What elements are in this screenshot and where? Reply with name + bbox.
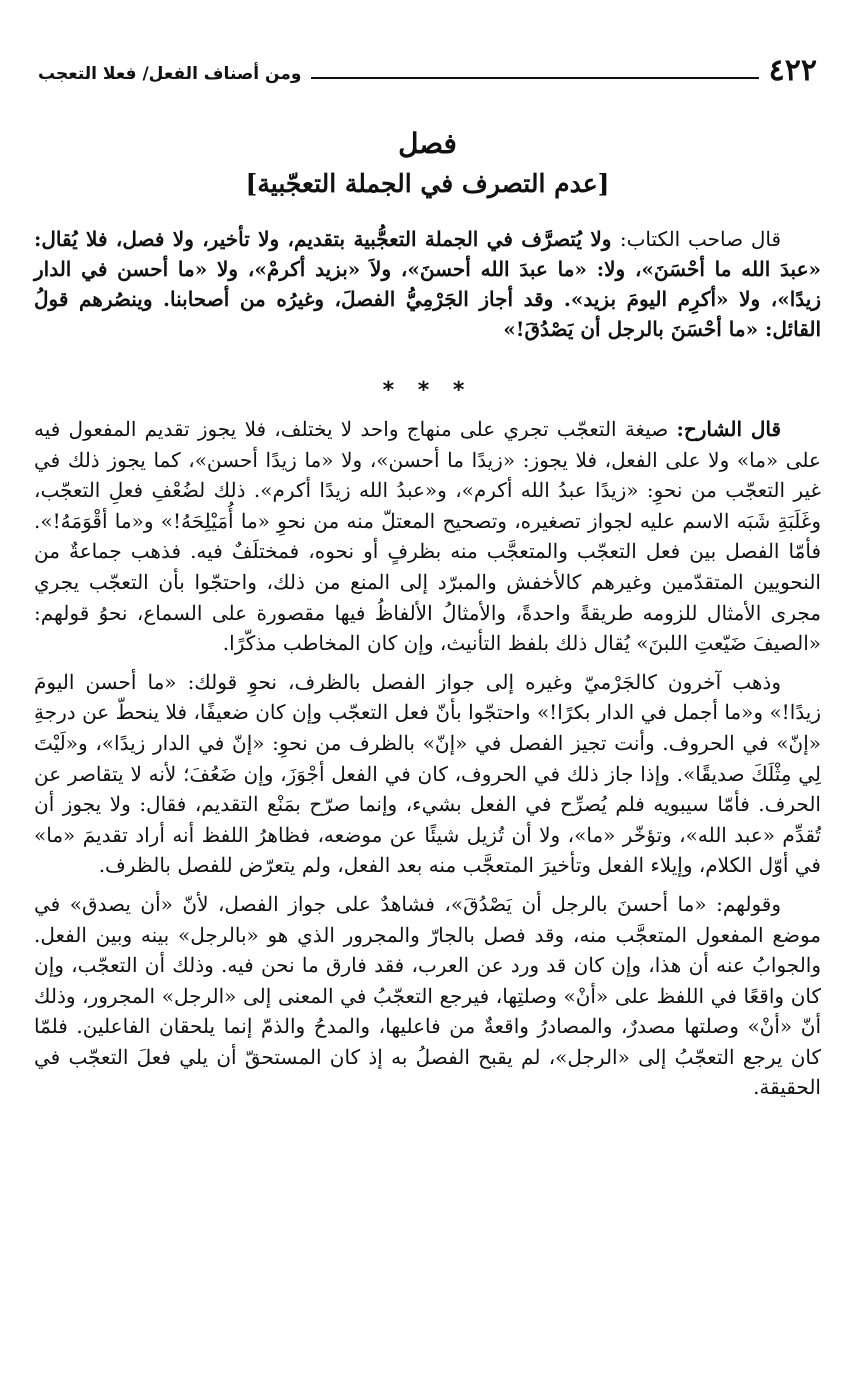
commentary-paragraph: وقولهم: «ما أحسنَ بالرجل أن يَصْدُقَ»، فشاهدٌ على جواز الفصل، لأنّ «أن يصدق» في موضع المفعول المتعجَّب منه، وقد فصل بالجارّ والمجرور الذي هو «بالرجل» بينه وبين الفعل. والجوابُ عنه أن هذا، وإن كان قد ورد عن العرب، فقد فارق ما نحن فيه. وذلك أن التعجّب، وإن كان واقعًا في اللفظ على «أنْ» وصلتِها، فيرجع التعجّبُ في المعنى إلى «الرجل» المجرور، وذلك أنّ «أنْ» وصلتها مصدرٌ، والمصادرُ واقعةٌ من فاعليها، والمدحُ والذمّ إنما يلحقان الفاعلين. فلمّا كان يرجع التعجّبُ إلى «الرجل»، لم يقبح الفصلُ به إذ كان المستحقّ أن يلي فعلَ التعجّب في الحقيقة.	[34, 891, 821, 1100]
asterisk-separator: * * *	[382, 378, 473, 403]
commentary-text: صيغة التعجّب تجري على منهاج واحد لا يختلف، فلا يجوز تقديم المفعول فيه على «ما» ولا على الفعل، فلا يجوز: «زيدًا ما أحسن»، ولا «ما زيدًا أحسن»، كما يجوز ذلك في غير التعجّب من نحوِ: «زيدًا عبدُ الله أكرم»، و«عبدُ الله زيدًا أكرم». ذلك لضُعْفِ فعلِ التعجّب، وغَلَبَةِ شَبَه الاسم عليه لجواز تصغيره، وتصحيح المعتلّ منه من نحوِ «ما أُمَيْلِحَهُ!» و«ما أقْوَمَهُ!». فأمّا الفصل بين فعل التعجّب والمتعجَّب منه بظرفٍ أو نحوه، فمختلَفٌ فيه. فذهب جماعةٌ من النحويين المتقدّمين وغيرهم كالأخفش والمبرّد إلى المنع من ذلك، واحتجّوا بأن التعجّب يجري مجرى الأمثال للزومه طريقةً واحدةً، والأمثالُ الألفاظُ فيها مقصورة على السماع، نحوُ قولهم: «الصيفَ ضَيّعتِ اللبنَ» يُقال ذلك بلفظ التأنيث، وإن كان المخاطب مذكّرًا.	[34, 417, 821, 656]
section-subtitle: [عدم التصرف في الجملة التعجّبية]	[245, 169, 610, 198]
section-title: فصل	[398, 127, 457, 160]
commentary-paragraph	[34, 414, 821, 659]
section-heading	[0, 124, 855, 204]
commentary	[34, 414, 821, 1111]
quote-body: ولا يُتصرَّف في الجملة التعجُّبية بتقديم، ولا تأخير، ولا فصل، فلا يُقال: «عبدَ الله ما أحْسَنَ»، ولا: «ما عبدَ الله أحسنَ»، ولاَ «بزيد أكرمْ»، ولا «ما أحسن في الدار زيدًا»، ولا «أكرِم اليومَ بزيد». وقد أجاز الجَرْمِيُّ الفصلَ، وغيرُه من أصحابنا. وينصُرهم قولُ القائل: «ما أحْسَنَ بالرجل أن يَصْدُقَ!»	[34, 227, 821, 341]
commentary-paragraph: وذهب آخرون كالجَرْميّ وغيره إلى جواز الفصل بالظرف، نحوِ قولك: «ما أحسن اليومَ زيدًا!» و«ما أجمل في الدار بكرًا!» واحتجّوا بأنّ فعل التعجّب وإن كان ضعيفًا، فلا ينحطّ عن درجةِ «إنّ» في الحروف. وأنت تجيز الفصل في «إنّ» بالظرف من نحوِ: «إنّ في الدار زيدًا»، و«لَيْتَ لِي مِثْلَكَ صديقًا». وإذا جاز ذلك في الحروف، كان في الفعل أجْوَزَ، وإن ضَعُفَ؛ لأنه لا يتقاصر عن الحرف. فأمّا سيبويه فلم يُصرِّح في الفعل بشيء، وإنما صرّح بمَنْع التقديم، فقال: ولا يجوز أن تُقدِّم «عبد الله»، وتؤخّر «ما»، ولا أن تُزيل شيئًا عن موضعه، فظاهرُ اللفظ أنه أراد تقديمَ «ما» في أوّل الكلام، وإيلاء الفعل وتأخيرَ المتعجَّب منه بعد الفعل، ولم يتعرّض للفصل بالظرف.	[34, 669, 821, 878]
author-quote	[34, 224, 821, 344]
quote-lead: قال صاحب الكتاب:	[619, 227, 782, 251]
commentary-lead: قال الشارح:	[676, 417, 782, 441]
running-header	[38, 52, 817, 86]
running-title: ومن أصناف الفعل/ فعلا التعجب	[38, 64, 302, 84]
page-number: ٤٢٢	[768, 53, 817, 88]
header-rule	[311, 77, 758, 79]
quote-paragraph	[34, 224, 821, 344]
